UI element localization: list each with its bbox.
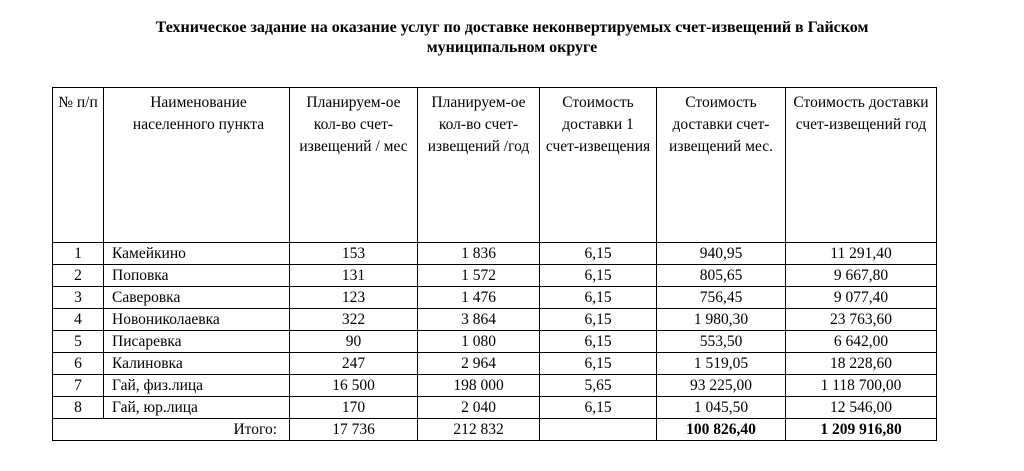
total-monthly-qty: 17 736 xyxy=(290,419,418,441)
monthly-qty: 153 xyxy=(290,243,418,265)
row-number: 1 xyxy=(53,243,104,265)
header-unit-delivery-cost: Стоимость доставки 1 счет-извещения xyxy=(540,88,657,243)
settlement-name: Писаревка xyxy=(104,331,290,353)
row-number: 6 xyxy=(53,353,104,375)
settlement-name: Калиновка xyxy=(104,353,290,375)
table-row xyxy=(53,265,937,287)
table-row xyxy=(53,287,937,309)
yearly-cost: 9 667,80 xyxy=(786,265,937,287)
yearly-qty: 3 864 xyxy=(418,309,540,331)
monthly-qty: 247 xyxy=(290,353,418,375)
settlement-name: Гай, физ.лица xyxy=(104,375,290,397)
row-number: 7 xyxy=(53,375,104,397)
yearly-cost: 1 118 700,00 xyxy=(786,375,937,397)
settlement-name: Новониколаевка xyxy=(104,309,290,331)
table-row xyxy=(53,353,937,375)
total-yearly-qty: 212 832 xyxy=(418,419,540,441)
yearly-qty: 198 000 xyxy=(418,375,540,397)
yearly-cost: 23 763,60 xyxy=(786,309,937,331)
monthly-cost: 1 980,30 xyxy=(657,309,786,331)
settlement-name: Поповка xyxy=(104,265,290,287)
monthly-qty: 16 500 xyxy=(290,375,418,397)
table-row xyxy=(53,309,937,331)
unit-cost: 6,15 xyxy=(540,397,657,419)
monthly-cost: 93 225,00 xyxy=(657,375,786,397)
monthly-qty: 90 xyxy=(290,331,418,353)
row-number: 2 xyxy=(53,265,104,287)
yearly-qty: 1 836 xyxy=(418,243,540,265)
total-yearly-cost: 1 209 916,80 xyxy=(786,419,937,441)
yearly-cost: 12 546,00 xyxy=(786,397,937,419)
unit-cost: 6,15 xyxy=(540,265,657,287)
table-row xyxy=(53,331,937,353)
unit-cost: 6,15 xyxy=(540,243,657,265)
document-title xyxy=(0,18,1024,58)
header-monthly-delivery-cost: Стоимость доставки счет-извещений мес. xyxy=(657,88,786,243)
yearly-cost: 11 291,40 xyxy=(786,243,937,265)
delivery-cost-table xyxy=(52,87,937,441)
table-row xyxy=(53,243,937,265)
table-row xyxy=(53,397,937,419)
monthly-cost: 805,65 xyxy=(657,265,786,287)
monthly-qty: 322 xyxy=(290,309,418,331)
table-header-row xyxy=(53,88,937,243)
yearly-cost: 9 077,40 xyxy=(786,287,937,309)
document-title-line-2: муниципальном округе xyxy=(426,39,598,56)
unit-cost: 6,15 xyxy=(540,331,657,353)
settlement-name: Саверовка xyxy=(104,287,290,309)
yearly-qty: 1 476 xyxy=(418,287,540,309)
monthly-cost: 553,50 xyxy=(657,331,786,353)
yearly-qty: 1 572 xyxy=(418,265,540,287)
header-yearly-delivery-cost: Стоимость доставки счет-извещений год xyxy=(786,88,937,243)
table-total-row xyxy=(53,419,937,441)
unit-cost: 6,15 xyxy=(540,309,657,331)
header-planned-monthly-qty: Планируем-ое кол-во счет-извещений / мес xyxy=(290,88,418,243)
yearly-cost: 6 642,00 xyxy=(786,331,937,353)
header-planned-yearly-qty: Планируем-ое кол-во счет-извещений /год xyxy=(418,88,540,243)
monthly-qty: 170 xyxy=(290,397,418,419)
monthly-cost: 940,95 xyxy=(657,243,786,265)
document-title-line-1: Техническое задание на оказание услуг по доставке неконвертируемых счет-извещений в Гайском xyxy=(155,19,869,36)
settlement-name: Камейкино xyxy=(104,243,290,265)
yearly-qty: 1 080 xyxy=(418,331,540,353)
settlement-name: Гай, юр.лица xyxy=(104,397,290,419)
monthly-cost: 756,45 xyxy=(657,287,786,309)
total-unit-cost xyxy=(540,419,657,441)
monthly-qty: 131 xyxy=(290,265,418,287)
unit-cost: 6,15 xyxy=(540,287,657,309)
unit-cost: 5,65 xyxy=(540,375,657,397)
row-number: 5 xyxy=(53,331,104,353)
total-monthly-cost: 100 826,40 xyxy=(657,419,786,441)
unit-cost: 6,15 xyxy=(540,353,657,375)
monthly-cost: 1 519,05 xyxy=(657,353,786,375)
monthly-qty: 123 xyxy=(290,287,418,309)
header-number: № п/п xyxy=(53,88,104,243)
yearly-qty: 2 040 xyxy=(418,397,540,419)
monthly-cost: 1 045,50 xyxy=(657,397,786,419)
yearly-cost: 18 228,60 xyxy=(786,353,937,375)
row-number: 3 xyxy=(53,287,104,309)
yearly-qty: 2 964 xyxy=(418,353,540,375)
header-settlement-name: Наименование населенного пункта xyxy=(104,88,290,243)
row-number: 4 xyxy=(53,309,104,331)
row-number: 8 xyxy=(53,397,104,419)
table-row xyxy=(53,375,937,397)
total-label: Итого: xyxy=(53,419,290,441)
